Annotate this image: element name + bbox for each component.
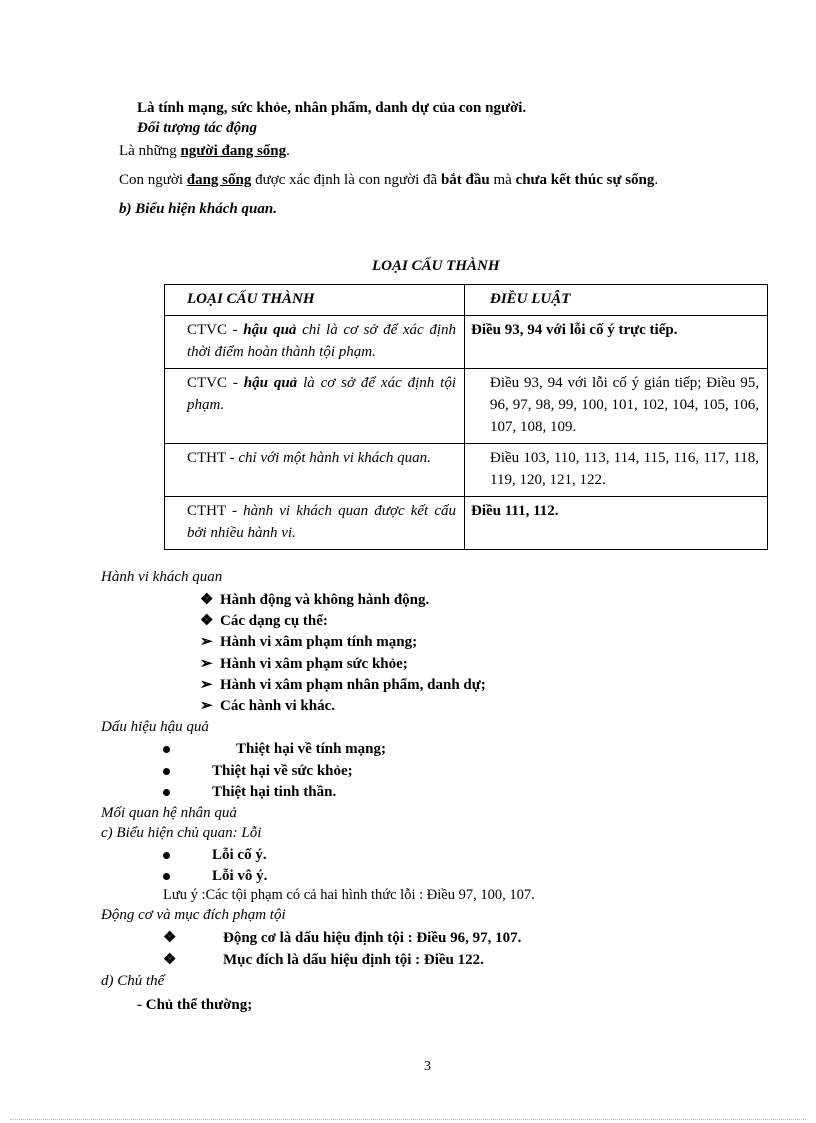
note-luu-y: Lưu ý :Các tội phạm có cả hai hình thức lỗi : Điều 97, 100, 107. <box>163 887 535 903</box>
arrow-bullet-icon: ➢ <box>200 698 213 714</box>
diamond-bullet-icon: ❖ <box>163 952 177 968</box>
arrow-bullet-icon: ➢ <box>200 677 213 693</box>
bullet-dot-icon <box>163 852 170 859</box>
list-item <box>200 676 486 694</box>
emphasis: chưa kết thúc sự sống <box>515 172 655 188</box>
cell-text: chỉ với một hành vi khách quan. <box>238 450 431 466</box>
emphasis: người đang sống <box>180 143 287 159</box>
list-item <box>200 612 328 630</box>
item-text: Các dạng cụ thể: <box>220 613 328 629</box>
table-row <box>165 444 768 497</box>
cell-text: là cơ sở để xác định tội phạm. <box>187 375 457 413</box>
table-cell <box>165 497 465 550</box>
table-row <box>165 316 768 369</box>
item-text: Thiệt hại về sức khỏe; <box>212 763 353 779</box>
emphasis: đang sống <box>186 172 252 188</box>
bullet-dot-icon <box>163 789 170 796</box>
heading-dong-co: Động cơ và mục đích phạm tội <box>101 907 286 923</box>
item-text: Hành vi xâm phạm nhân phẩm, danh dự; <box>220 677 486 693</box>
item-text: Lỗi vô ý. <box>212 868 268 884</box>
header-cell: ĐIỀU LUẬT <box>465 285 768 316</box>
item-text: Các hành vi khác. <box>220 698 336 714</box>
diamond-bullet-icon: ❖ <box>200 592 214 608</box>
item-text: Mục đích là dấu hiệu định tội : Điều 122. <box>223 952 484 968</box>
table-cell: Điều 111, 112. <box>465 497 768 550</box>
section-b-heading: b) Biểu hiện khách quan. <box>119 201 277 217</box>
arrow-bullet-icon: ➢ <box>200 656 213 672</box>
intro-line-1: Là tính mạng, sức khỏe, nhân phẩm, danh dự của con người. <box>137 100 527 116</box>
list-item <box>200 655 408 673</box>
heading-hanh-vi: Hành vi khách quan <box>101 569 223 585</box>
text: được xác định là con người đã <box>251 172 441 188</box>
table-cell: Điều 93, 94 với lỗi cố ý gián tiếp; Điều 95, 96, 97, 98, 99, 100, 101, 102, 104, 105, 106, 107, 108, 109. <box>465 369 768 444</box>
list-item <box>163 929 521 947</box>
text: . <box>654 172 659 188</box>
cell-text: hành vi khách quan được kết cấu bởi nhiều hành vi. <box>187 503 456 541</box>
arrow-bullet-icon: ➢ <box>200 634 213 650</box>
list-item <box>163 846 267 864</box>
heading-hau-qua: Dấu hiệu hậu quả <box>101 719 209 735</box>
bullet-dot-icon <box>163 873 170 880</box>
page-number: 3 <box>424 1059 431 1074</box>
heading-chu-the: d) Chủ thể <box>101 973 165 989</box>
text: mà <box>489 172 516 188</box>
cell-text: chỉ là cơ sở để xác định thời điểm hoàn thành tội phạm. <box>187 322 457 360</box>
text: Con người <box>119 172 187 188</box>
list-item <box>200 633 417 651</box>
table-row <box>165 497 768 550</box>
table-cell <box>165 444 465 497</box>
table-cell <box>165 369 465 444</box>
item-text: Lỗi cố ý. <box>212 847 267 863</box>
emphasis: bắt đầu <box>440 172 490 188</box>
list-item <box>200 697 335 715</box>
list-item <box>163 867 267 885</box>
cell-key: hậu quả <box>243 322 297 338</box>
text: Là những <box>119 143 181 159</box>
loai-cau-thanh-table <box>164 284 768 550</box>
list-item <box>200 591 429 609</box>
table-cell <box>165 316 465 369</box>
item-text: Hành vi xâm phạm tính mạng; <box>220 634 418 650</box>
cell-prefix: CTVC - <box>187 375 244 391</box>
item-text: Hành vi xâm phạm sức khỏe; <box>220 656 408 672</box>
text: . <box>286 143 290 159</box>
intro-line-3 <box>119 142 290 160</box>
cell-prefix: CTHT - <box>187 450 239 466</box>
cell-prefix: CTVC - <box>187 322 244 338</box>
item-text: Thiệt hại về tính mạng; <box>236 741 387 757</box>
heading-nhan-qua: Mối quan hệ nhân quả <box>101 805 237 821</box>
item-text: Động cơ là dấu hiệu định tội : Điều 96, 97, 107. <box>223 930 522 946</box>
table-header-row <box>165 285 768 316</box>
table-cell: Điều 93, 94 với lỗi cố ý trực tiếp. <box>465 316 768 369</box>
item-text: Thiệt hại tinh thần. <box>212 784 337 800</box>
table-cell: Điều 103, 110, 113, 114, 115, 116, 117, 118, 119, 120, 121, 122. <box>465 444 768 497</box>
list-item <box>163 762 353 780</box>
table-row <box>165 369 768 444</box>
page-bottom-rule <box>10 1119 806 1120</box>
table-caption: LOẠI CẤU THÀNH <box>372 258 500 274</box>
cell-key: hậu quả <box>243 375 298 391</box>
diamond-bullet-icon: ❖ <box>163 930 177 946</box>
list-item: - Chủ thể thường; <box>137 997 253 1013</box>
item-text: Hành động và không hành động. <box>220 592 430 608</box>
heading-chu-quan: c) Biểu hiện chủ quan: Lỗi <box>101 825 262 841</box>
subheading-doi-tuong: Đối tượng tác động <box>137 120 257 136</box>
intro-line-4 <box>119 171 658 189</box>
cell-prefix: CTHT - <box>187 503 244 519</box>
list-item <box>163 783 336 801</box>
diamond-bullet-icon: ❖ <box>200 613 214 629</box>
bullet-dot-icon <box>163 746 170 753</box>
list-item <box>163 740 386 758</box>
list-item <box>163 951 484 969</box>
header-cell: LOẠI CẤU THÀNH <box>165 285 465 316</box>
bullet-dot-icon <box>163 768 170 775</box>
